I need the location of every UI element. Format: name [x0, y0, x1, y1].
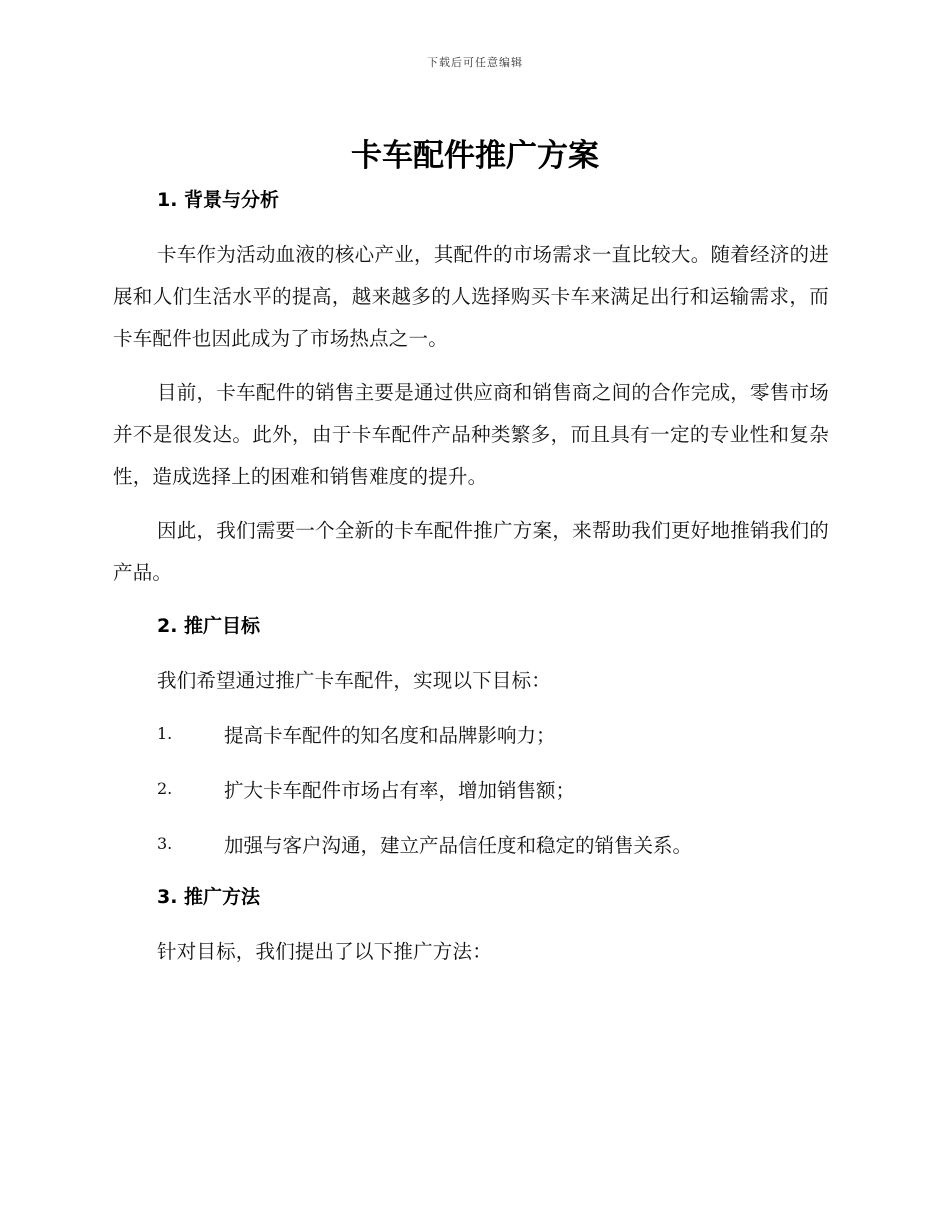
list-item	[113, 816, 829, 871]
list-number: 1.	[157, 724, 173, 743]
section-heading: 3. 推广方法	[157, 886, 261, 908]
header-note: 下载后可任意编辑	[427, 56, 523, 69]
section-background	[113, 180, 829, 594]
list-text: 提高卡车配件的知名度和品牌影响力；	[224, 723, 556, 747]
paragraph: 卡车作为活动血液的核心产业，其配件的市场需求一直比较大。随着经济的进展和人们生活水平的提高，越来越多的人选择购买卡车来满足出行和运输需求，而卡车配件也因此成为了市场热点之一。	[113, 243, 829, 350]
goals-list	[113, 706, 829, 871]
section-heading: 1. 背景与分析	[157, 189, 280, 211]
section-methods	[113, 877, 829, 973]
list-item	[113, 761, 829, 816]
list-text: 加强与客户沟通，建立产品信任度和稳定的销售关系。	[224, 833, 693, 857]
list-number: 2.	[157, 779, 173, 798]
section-heading: 2. 推广目标	[157, 615, 261, 637]
document-body	[113, 180, 829, 973]
list-number: 3.	[157, 834, 173, 853]
list-text: 扩大卡车配件市场占有率，增加销售额；	[224, 778, 576, 802]
paragraph: 目前，卡车配件的销售主要是通过供应商和销售商之间的合作完成，零售市场并不是很发达。此外，由于卡车配件产品种类繁多，而且具有一定的专业性和复杂性，造成选择上的困难和销售难度的提升。	[113, 381, 829, 488]
list-item	[113, 706, 829, 761]
paragraph: 我们希望通过推广卡车配件，实现以下目标：	[157, 669, 552, 692]
section-goals	[113, 606, 829, 871]
paragraph: 因此，我们需要一个全新的卡车配件推广方案，来帮助我们更好地推销我们的产品。	[113, 519, 829, 584]
document-title: 卡车配件推广方案	[351, 138, 599, 174]
paragraph: 针对目标，我们提出了以下推广方法：	[157, 940, 492, 963]
